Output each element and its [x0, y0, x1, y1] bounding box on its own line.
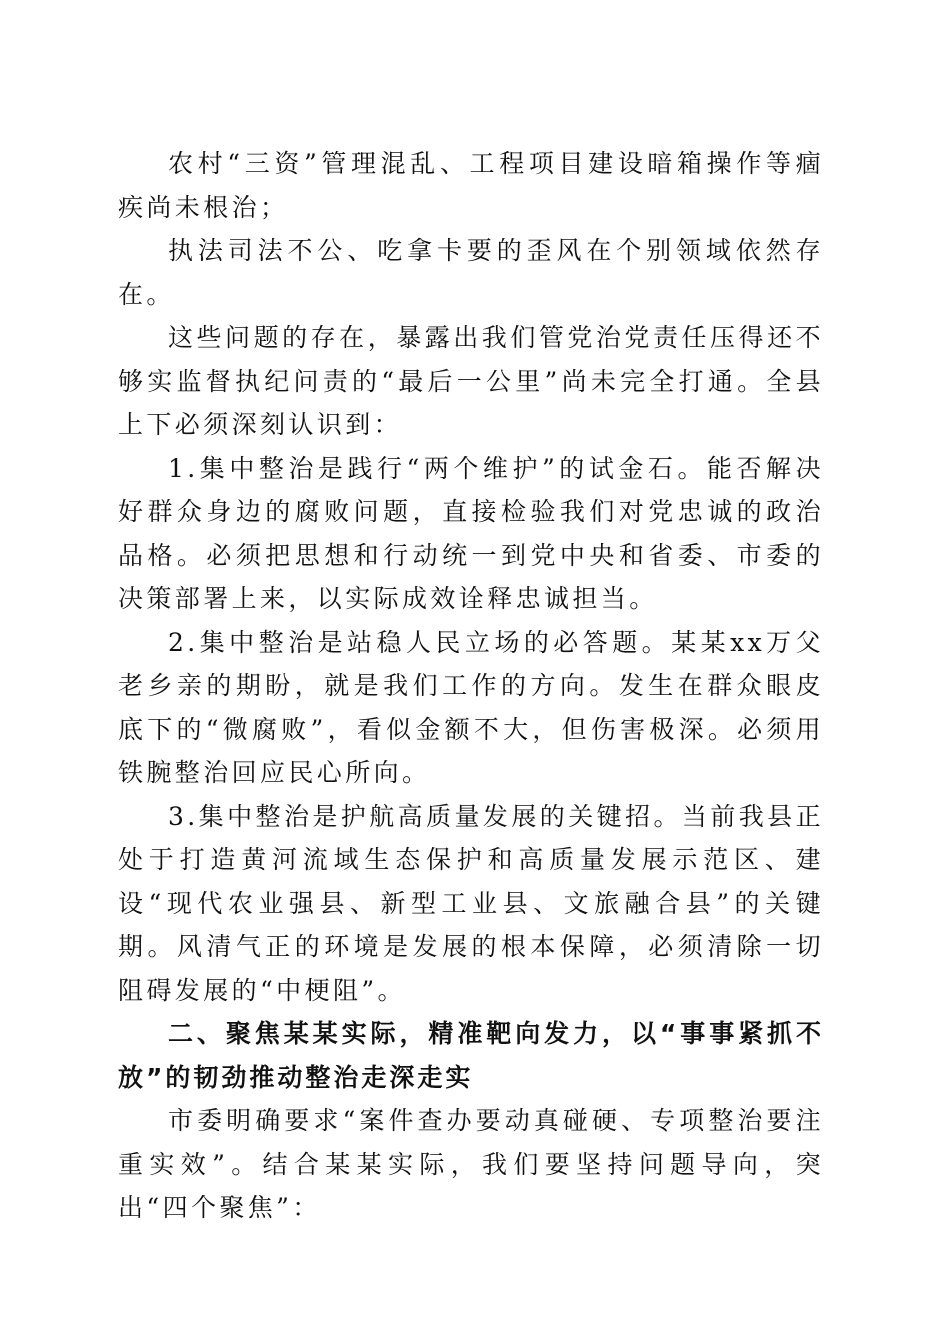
section-heading-2: 二、聚焦某某实际，精准靶向发力，以“事事紧抓不放”的韧劲推动整治走深走实 [118, 1019, 824, 1092]
paragraph-point-3: 3.集中整治是护航高质量发展的关键招。当前我县正处于打造黄河流域生态保护和高质量发展示范区、建设“现代农业强县、新型工业县、文旅融合县”的关键期。风清气正的环境是发展的根本保障，必须清除一切阻碍发展的“中梗阻”。 [118, 801, 824, 1005]
paragraph-city-requirement: 市委明确要求“案件查办要动真碰硬、专项整治要注重实效”。结合某某实际，我们要坚持问题导向，突出“四个聚焦”： [118, 1106, 824, 1222]
paragraph-law-enforcement: 执法司法不公、吃拿卡要的歪风在个别领域依然存在。 [118, 236, 824, 309]
paragraph-problems-exposed: 这些问题的存在，暴露出我们管党治党责任压得还不够实监督执纪问责的“最后一公里”尚未完全打通。全县上下必须深刻认识到： [118, 323, 824, 439]
paragraph-point-2: 2.集中整治是站稳人民立场的必答题。某某xx万父老乡亲的期盼，就是我们工作的方向。发生在群众眼皮底下的“微腐败”，看似金额不大，但伤害极深。必须用铁腕整治回应民心所向。 [118, 627, 824, 787]
paragraph-point-1: 1.集中整治是践行“两个维护”的试金石。能否解决好群众身边的腐败问题，直接检验我们对党忠诚的政治品格。必须把思想和行动统一到党中央和省委、市委的决策部署上来，以实际成效诠释忠诚担当。 [118, 453, 824, 613]
document-body [118, 142, 824, 1230]
paragraph-rural-assets: 农村“三资”管理混乱、工程项目建设暗箱操作等痼疾尚未根治； [118, 149, 824, 222]
